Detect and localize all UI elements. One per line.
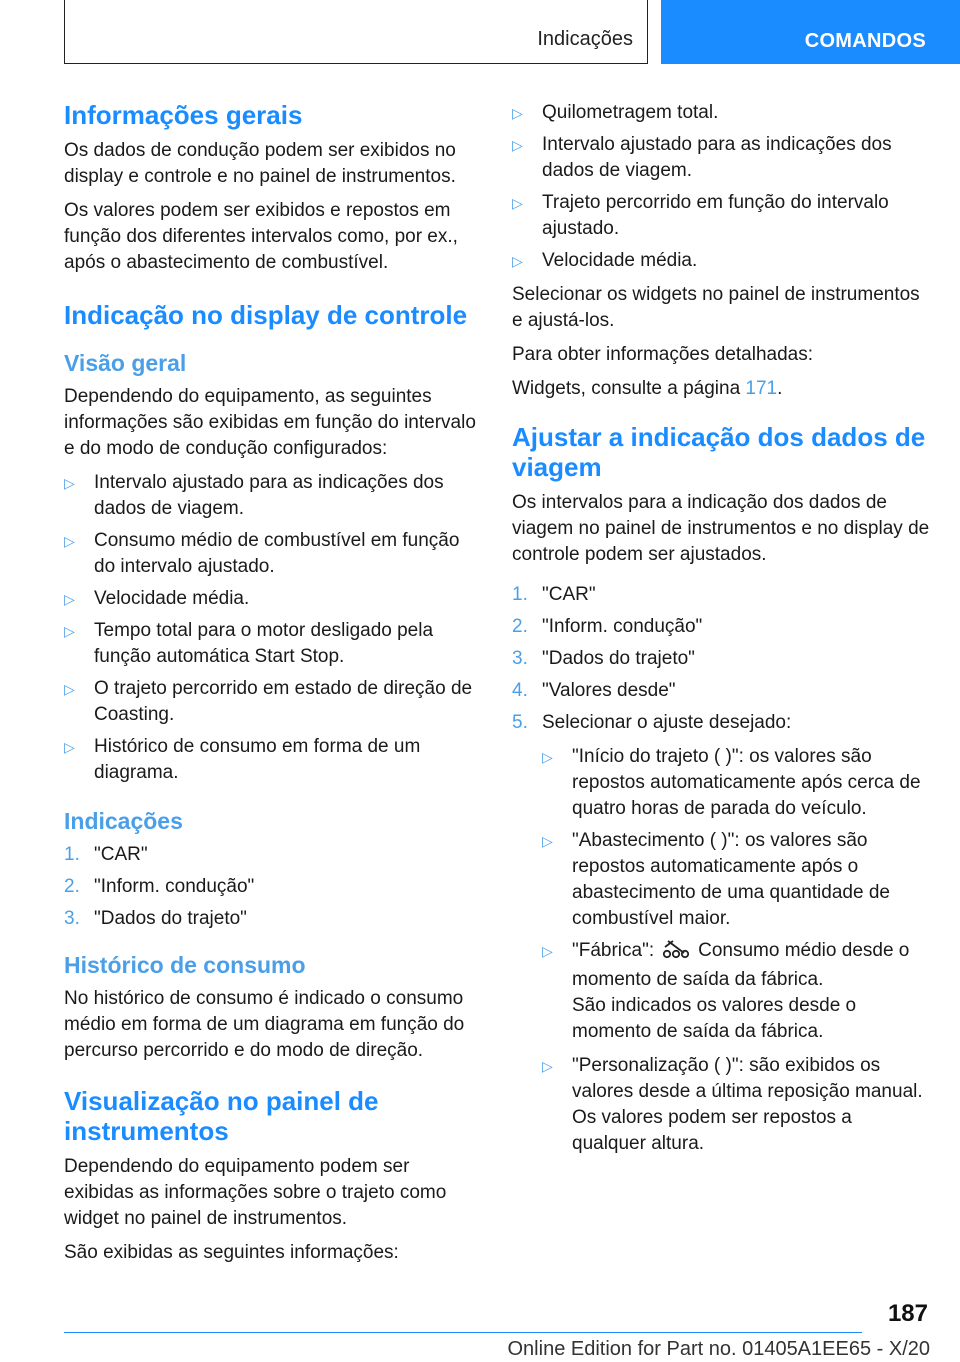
footer-edition: Online Edition for Part no. 01405A1EE65 - X/20: [507, 1338, 930, 1360]
list-item: ▷ Intervalo ajustado para as indicações dos dados de viagem.: [64, 472, 444, 519]
triangle-right-icon: ▷: [542, 943, 553, 959]
list-item: 3. "Dados do trajeto": [512, 648, 695, 669]
paragraph: Os valores podem ser exibidos e repostos em função dos diferentes intervalos como, por ex., após o abastecimento de combustível.: [64, 200, 458, 273]
triangle-right-icon: ▷: [64, 591, 75, 607]
numbered-list-ajustar: [512, 582, 930, 1157]
list-item: ▷ Intervalo ajustado para as indicações dos dados de viagem.: [512, 134, 892, 181]
paragraph: Para obter informações detalhadas:: [512, 344, 814, 365]
list-item: 4. "Valores desde": [512, 680, 676, 701]
paragraph: São exibidas as seguintes informações:: [64, 1242, 399, 1263]
list-item: ▷ Histórico de consumo em forma de um diagrama.: [64, 736, 421, 783]
heading-indicacao-display: Indicação no display de controle: [64, 300, 468, 330]
paragraph: Selecionar os widgets no painel de instrumentos e ajustá-los.: [512, 284, 920, 331]
list-item: ▷ Consumo médio de combustível em função do intervalo ajustado.: [64, 530, 460, 577]
heading-informacoes-gerais: Informações gerais: [64, 100, 303, 130]
triangle-right-icon: ▷: [64, 623, 75, 639]
header-section-box: [64, 0, 648, 64]
paragraph-note: São indicados os valores desde o momento de saída da fábrica.: [572, 995, 857, 1042]
triangle-right-icon: ▷: [64, 739, 75, 755]
paragraph: Dependendo do equipamento podem ser exibidas as informações sobre o trajeto como widget no painel de instrumentos.: [64, 1156, 447, 1229]
triangle-right-icon: ▷: [542, 1058, 553, 1074]
heading-historico-consumo: Histórico de consumo: [64, 952, 306, 978]
list-item: 1. "CAR": [512, 584, 596, 605]
heading-indicacoes: Indicações: [64, 808, 183, 834]
triangle-right-icon: ▷: [512, 137, 523, 153]
header-chapter-title: COMANDOS: [804, 30, 926, 52]
numbered-list-indicacoes: [64, 842, 478, 932]
list-item: 2. "Inform. condução": [512, 616, 703, 637]
list-item: 1. "CAR": [64, 844, 148, 865]
triangle-right-icon: ▷: [512, 253, 523, 269]
list-item: ▷ O trajeto percorrido em estado de direção de Coasting.: [64, 678, 473, 725]
header-section-title: Indicações: [537, 28, 633, 50]
paragraph: Os intervalos para a indicação dos dados de viagem no painel de instrumentos e no display de controle podem ser ajustados.: [512, 492, 930, 565]
list-item: ▷ "Personalização ( )": são exibidos os valores desde a última reposição manual. Os valores podem ser repostos a qualquer altura.: [542, 1055, 923, 1154]
paragraph: No histórico de consumo é indicado o consumo médio em forma de um diagrama em função do percurso percorrido e do modo de direção.: [64, 988, 465, 1061]
paragraph-widgets-ref: Widgets, consulte a página 171.: [512, 378, 783, 399]
list-item: 3. "Dados do trajeto": [64, 908, 247, 929]
footer-divider: [64, 1332, 862, 1333]
paragraph: Dependendo do equipamento, as seguintes informações são exibidas em função do intervalo e do modo de condução configurados:: [64, 386, 476, 459]
page-number: 187: [887, 1300, 928, 1327]
page-link-171[interactable]: 171: [745, 378, 778, 399]
heading-visao-geral: Visão geral: [64, 350, 187, 376]
triangle-right-icon: ▷: [64, 533, 75, 549]
header-chapter-tab: [661, 0, 960, 64]
list-item: ▷ Tempo total para o motor desligado pela função automática Start Stop.: [64, 620, 434, 667]
sub-bullet-list: [542, 744, 930, 1157]
list-item: ▷ "Abastecimento ( )": os valores são repostos automaticamente após o abastecimento de uma quantidade de combustível maior.: [542, 830, 890, 929]
triangle-right-icon: ▷: [512, 195, 523, 211]
triangle-right-icon: ▷: [512, 105, 523, 121]
list-item: ▷ Quilometragem total.: [512, 100, 930, 126]
factory-reset-icon: [662, 939, 690, 967]
list-item: 5. Selecionar o ajuste desejado: ▷ "Início do trajeto ( )": os valores são repostos automaticamente após cerca de quatro horas de parada do veículo. ▷ "Abastecimento ( )": os valores são repostos automaticamente após o abastecimento de uma quantidade de combustível maior. ▷ "Fábrica": Consumo médio desde o momento de saída da fábrica. São indicados os valores desde o momento de saída da fábrica. ▷ "Personalização ( )": são exibidos os valores desde a última reposição manual. Os valores podem ser repostos a qualquer altura.: [512, 710, 930, 1157]
bullet-list-painel: [512, 100, 930, 274]
paragraph: Os dados de condução podem ser exibidos no display e controle e no painel de instrumentos.: [64, 140, 456, 187]
triangle-right-icon: ▷: [64, 681, 75, 697]
triangle-right-icon: ▷: [542, 749, 553, 765]
list-item: ▷ Velocidade média.: [64, 586, 478, 612]
list-item: ▷ "Fábrica": Consumo médio desde o momento de saída da fábrica. São indicados os valores desde o momento de saída da fábrica.: [542, 938, 930, 1045]
list-item: ▷ "Início do trajeto ( )": os valores são repostos automaticamente após cerca de quatro horas de parada do veículo.: [542, 746, 921, 819]
heading-visualizacao-painel: Visualização no painel de instrumentos: [64, 1086, 379, 1146]
triangle-right-icon: ▷: [542, 833, 553, 849]
bullet-list-visao: [64, 470, 478, 786]
list-item: 2. "Inform. condução": [64, 876, 255, 897]
left-column: [64, 100, 478, 1274]
right-column: [512, 100, 930, 1165]
list-item: ▷ Trajeto percorrido em função do intervalo ajustado.: [512, 192, 889, 239]
heading-ajustar-indicacao: Ajustar a indicação dos dados de viagem: [512, 422, 926, 482]
triangle-right-icon: ▷: [64, 475, 75, 491]
list-item: ▷ Velocidade média.: [512, 248, 930, 274]
